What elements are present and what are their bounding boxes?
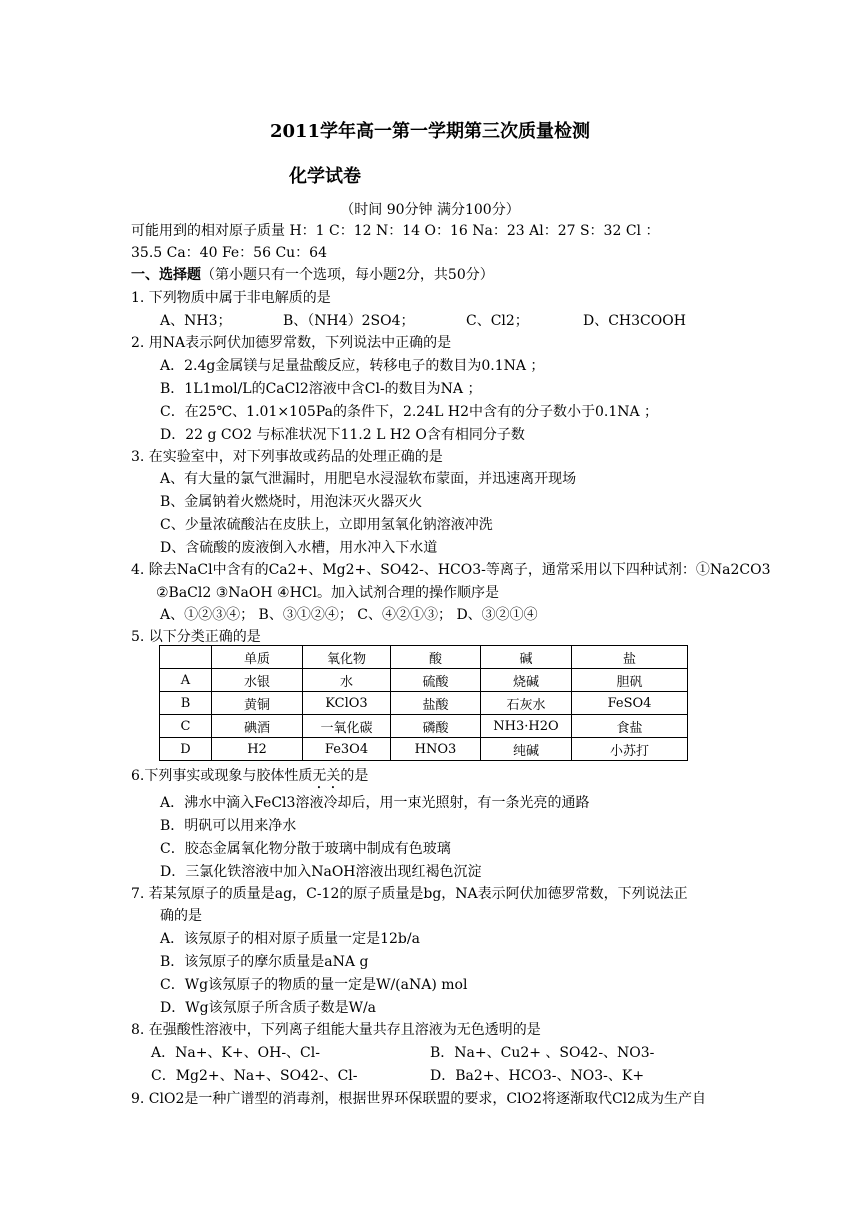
table-row bbox=[160, 738, 688, 761]
table-cell: 盐酸 bbox=[391, 692, 481, 715]
table-cell: NH3·H2O bbox=[481, 715, 572, 738]
table-cell: FeSO4 bbox=[572, 692, 688, 715]
section-label: 一、选择题 bbox=[131, 267, 201, 283]
q2-option-d: D．22 g CO2 与标准状况下11.2 L H2 O含有相同分子数 bbox=[160, 427, 525, 443]
section-desc: （第小题只有一个选项，每小题2分，共50分） bbox=[201, 267, 494, 283]
table-header-cell: 碱 bbox=[481, 646, 572, 669]
table-cell: 碘酒 bbox=[212, 715, 303, 738]
q8-stem: 8. 在强酸性溶液中，下列离子组能大量共存且溶液为无色透明的是 bbox=[131, 1022, 541, 1038]
q8-option-a: A．Na+、K+、OH-、Cl- bbox=[151, 1045, 320, 1061]
table-header-row bbox=[160, 646, 688, 669]
section-heading bbox=[131, 266, 494, 284]
q5-stem: 5. 以下分类正确的是 bbox=[131, 629, 261, 645]
table-cell: 纯碱 bbox=[481, 738, 572, 761]
q6-option-a: A．沸水中滴入FeCl3溶液冷却后，用一束光照射，有一条光亮的通路 bbox=[160, 795, 590, 811]
q2-option-c: C．在25℃、1.01×105Pa的条件下，2.24L H2中含有的分子数小于0.1NA ； bbox=[160, 404, 659, 420]
q2-stem: 2. 用NA表示阿伏加德罗常数，下列说法中正确的是 bbox=[131, 335, 452, 351]
table-cell: 胆矾 bbox=[572, 669, 688, 692]
q1-option-b: B、（NH4）2SO4； bbox=[283, 313, 415, 329]
q2-option-b: B．1L1mol/L的CaCl2溶液中含Cl-的数目为NA ； bbox=[160, 381, 482, 397]
q6-stem bbox=[131, 767, 368, 792]
table-cell: 小苏打 bbox=[572, 738, 688, 761]
q3-option-c: C、少量浓硫酸沾在皮肤上，立即用氢氧化钠溶液冲洗 bbox=[160, 517, 493, 533]
q7-stem-line-1: 7. 若某氖原子的质量是ag，C-12的原子质量是bg，NA表示阿伏加德罗常数，下列说法正 bbox=[131, 886, 688, 902]
q3-stem: 3. 在实验室中，对下列事故或药品的处理正确的是 bbox=[131, 449, 443, 465]
exam-subtitle: 化学试卷 bbox=[289, 166, 361, 187]
q1-option-d: D、CH3COOH bbox=[583, 313, 686, 329]
table-cell: H2 bbox=[212, 738, 303, 761]
table-cell: 水银 bbox=[212, 669, 303, 692]
exam-title: 2011学年高一第一学期第三次质量检测 bbox=[269, 121, 591, 142]
q6-stem-part: 的是 bbox=[340, 768, 369, 784]
q7-option-a: A．该氖原子的相对原子质量一定是12b/a bbox=[160, 931, 420, 947]
table-cell: 硫酸 bbox=[391, 669, 481, 692]
table-header-cell: 酸 bbox=[391, 646, 481, 669]
table-cell: HNO3 bbox=[391, 738, 481, 761]
table-cell: 磷酸 bbox=[391, 715, 481, 738]
table-cell: Fe3O4 bbox=[303, 738, 391, 761]
table-cell: 黄铜 bbox=[212, 692, 303, 715]
table-cell: C bbox=[160, 715, 212, 738]
table-header-cell: 氧化物 bbox=[303, 646, 391, 669]
q6-emphasis: 无关 bbox=[312, 768, 341, 784]
table-cell: KClO3 bbox=[303, 692, 391, 715]
q9-stem: 9. ClO2是一种广谱型的消毒剂，根据世界环保联盟的要求，ClO2将逐渐取代Cl2成为生产自 bbox=[131, 1091, 707, 1107]
q3-option-d: D、含硫酸的废液倒入水槽，用水冲入下水道 bbox=[160, 540, 438, 556]
time-info: （时间 90分钟 满分100分） bbox=[340, 202, 520, 218]
table-header-cell bbox=[160, 646, 212, 669]
atomic-mass-line-2: 35.5 Ca：40 Fe：56 Cu：64 bbox=[131, 245, 327, 261]
classification-table bbox=[159, 645, 688, 761]
q7-option-b: B．该氖原子的摩尔质量是aNA g bbox=[160, 954, 369, 970]
table-cell: 一氧化碳 bbox=[303, 715, 391, 738]
q6-option-c: C．胶态金属氧化物分散于玻璃中制成有色玻璃 bbox=[160, 841, 451, 857]
table-cell: 烧碱 bbox=[481, 669, 572, 692]
q7-stem-line-2: 确的是 bbox=[160, 908, 202, 924]
q8-option-d: D．Ba2+、HCO3-、NO3-、K+ bbox=[430, 1068, 645, 1084]
atomic-mass-line-1: 可能用到的相对原子质量 H：1 C：12 N：14 O：16 Na：23 Al：27 S：32 Cl ： bbox=[131, 223, 660, 239]
q8-option-c: C．Mg2+、Na+、SO42-、Cl- bbox=[151, 1068, 358, 1084]
q7-option-c: C．Wg该氖原子的物质的量一定是W/(aNA) mol bbox=[160, 977, 468, 993]
q4-stem-line-1: 4. 除去NaCl中含有的Ca2+、Mg2+、SO42-、HCO3-等离子，通常采用以下四种试剂：①Na2CO3 bbox=[131, 562, 771, 578]
q4-options: A、①②③④； B、③①②④； C、④②①③； D、③②①④ bbox=[160, 607, 538, 623]
table-row bbox=[160, 692, 688, 715]
q2-option-a: A．2.4g金属镁与足量盐酸反应，转移电子的数目为0.1NA ； bbox=[160, 358, 545, 374]
table-cell: B bbox=[160, 692, 212, 715]
q3-option-b: B、金属钠着火燃烧时，用泡沫灭火器灭火 bbox=[160, 494, 423, 510]
table-cell: 食盐 bbox=[572, 715, 688, 738]
q8-option-b: B．Na+、Cu2+ 、SO42-、NO3- bbox=[430, 1045, 655, 1061]
table-cell: D bbox=[160, 738, 212, 761]
table-cell: A bbox=[160, 669, 212, 692]
table-cell: 石灰水 bbox=[481, 692, 572, 715]
q1-stem: 1. 下列物质中属于非电解质的是 bbox=[131, 290, 331, 306]
table-header-cell: 单质 bbox=[212, 646, 303, 669]
q7-option-d: D．Wg该氖原子所含质子数是W/a bbox=[160, 1000, 377, 1016]
q6-option-d: D．三氯化铁溶液中加入NaOH溶液出现红褐色沉淀 bbox=[160, 864, 482, 880]
table-cell: 水 bbox=[303, 669, 391, 692]
table-header-cell: 盐 bbox=[572, 646, 688, 669]
q3-option-a: A、有大量的氯气泄漏时，用肥皂水浸湿软布蒙面，并迅速离开现场 bbox=[160, 471, 577, 487]
q6-stem-part: 6.下列事实或现象与胶体性质 bbox=[131, 768, 313, 784]
q6-option-b: B．明矾可以用来净水 bbox=[160, 818, 297, 834]
q4-stem-line-2: ②BaCl2 ③NaOH ④HCl。加入试剂合理的操作顺序是 bbox=[156, 585, 499, 601]
q1-option-c: C、Cl2； bbox=[466, 313, 529, 329]
q1-option-a: A、NH3； bbox=[160, 313, 232, 329]
table-row bbox=[160, 715, 688, 738]
table-row bbox=[160, 669, 688, 692]
